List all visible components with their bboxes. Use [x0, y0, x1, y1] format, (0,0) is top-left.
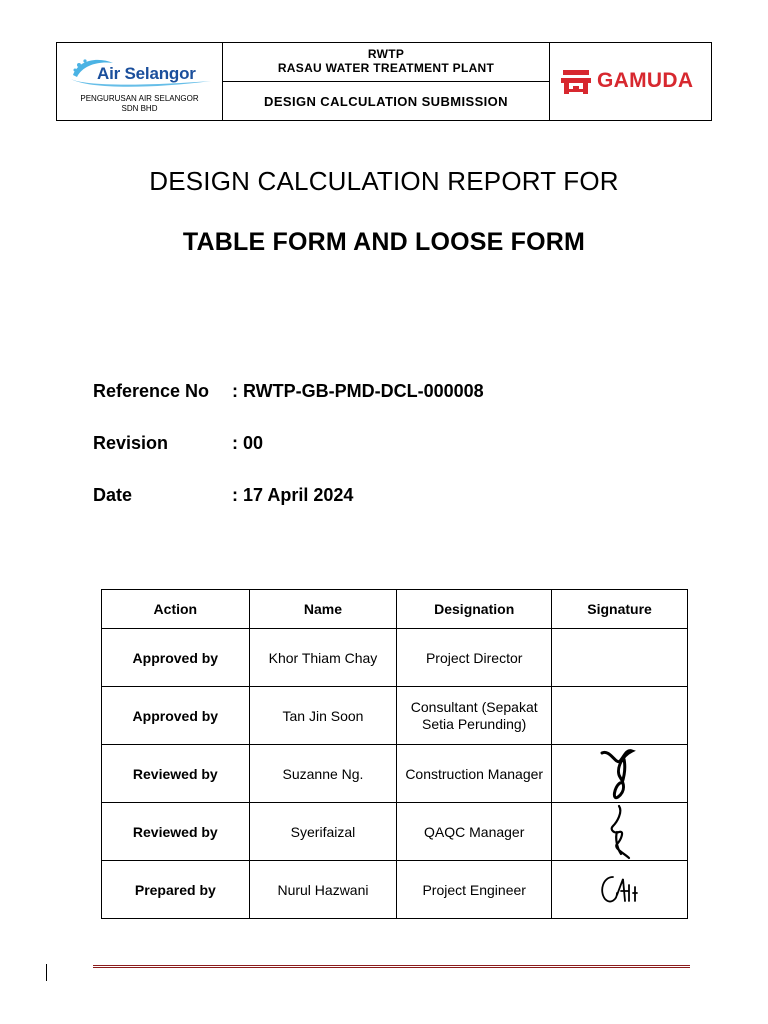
row-action: Approved by — [102, 629, 250, 687]
row-designation: Consultant (Sepakat Setia Perunding) — [397, 687, 552, 745]
document-header — [56, 42, 712, 121]
row-name: Suzanne Ng. — [249, 745, 397, 803]
table-row — [102, 629, 688, 687]
header-signature: Signature — [552, 590, 688, 629]
row-action: Reviewed by — [102, 803, 250, 861]
row-action: Approved by — [102, 687, 250, 745]
row-name: Khor Thiam Chay — [249, 629, 397, 687]
text-cursor — [46, 964, 47, 981]
project-name — [223, 43, 549, 82]
project-full-name: RASAU WATER TREATMENT PLANT — [277, 61, 495, 75]
air-selangor-logo-text: Air Selangor — [97, 64, 196, 83]
table-header-row — [102, 590, 688, 629]
signature-cell — [552, 803, 688, 861]
reference-value: : RWTP-GB-PMD-DCL-000008 — [232, 381, 484, 401]
table-row — [102, 745, 688, 803]
row-designation: Project Engineer — [397, 861, 552, 919]
revision-value: : 00 — [232, 433, 264, 453]
signature-image — [590, 747, 650, 801]
table-row — [102, 803, 688, 861]
table-row — [102, 687, 688, 745]
header-name: Name — [249, 590, 397, 629]
row-designation: QAQC Manager — [397, 803, 552, 861]
report-title-line2: TABLE FORM AND LOOSE FORM — [182, 228, 586, 256]
submission-type: DESIGN CALCULATION SUBMISSION — [264, 93, 508, 109]
table-row — [102, 861, 688, 919]
revision-label: Revision — [93, 433, 169, 453]
air-selangor-subtitle — [57, 94, 222, 114]
signature-image — [595, 871, 645, 909]
row-action: Reviewed by — [102, 745, 250, 803]
air-selangor-subtitle-line1: PENGURUSAN AIR SELANGOR — [80, 94, 199, 103]
gamuda-logo-text: GAMUDA — [597, 69, 694, 92]
row-designation: Construction Manager — [397, 745, 552, 803]
project-title-cell — [223, 43, 550, 120]
row-name: Nurul Hazwani — [249, 861, 397, 919]
approval-table — [101, 589, 688, 919]
report-title-line1: DESIGN CALCULATION REPORT FOR — [149, 166, 619, 196]
signature-cell — [552, 861, 688, 919]
signature-image — [595, 804, 645, 860]
gamuda-logo-cell — [550, 43, 711, 120]
reference-label: Reference No — [93, 381, 210, 401]
signature-cell — [552, 745, 688, 803]
signature-cell-empty — [552, 629, 688, 687]
gamuda-logo-icon — [561, 69, 591, 95]
signature-cell-empty — [552, 687, 688, 745]
row-designation: Project Director — [397, 629, 552, 687]
row-name: Tan Jin Soon — [249, 687, 397, 745]
air-selangor-subtitle-line2: SDN BHD — [121, 104, 158, 113]
date-label: Date — [93, 485, 133, 505]
header-designation: Designation — [397, 590, 552, 629]
header-action: Action — [102, 590, 250, 629]
project-code: RWTP — [367, 47, 405, 61]
footer-rule — [93, 965, 690, 968]
air-selangor-logo-cell — [57, 43, 223, 120]
row-action: Prepared by — [102, 861, 250, 919]
date-value: : 17 April 2024 — [232, 485, 354, 505]
row-name: Syerifaizal — [249, 803, 397, 861]
